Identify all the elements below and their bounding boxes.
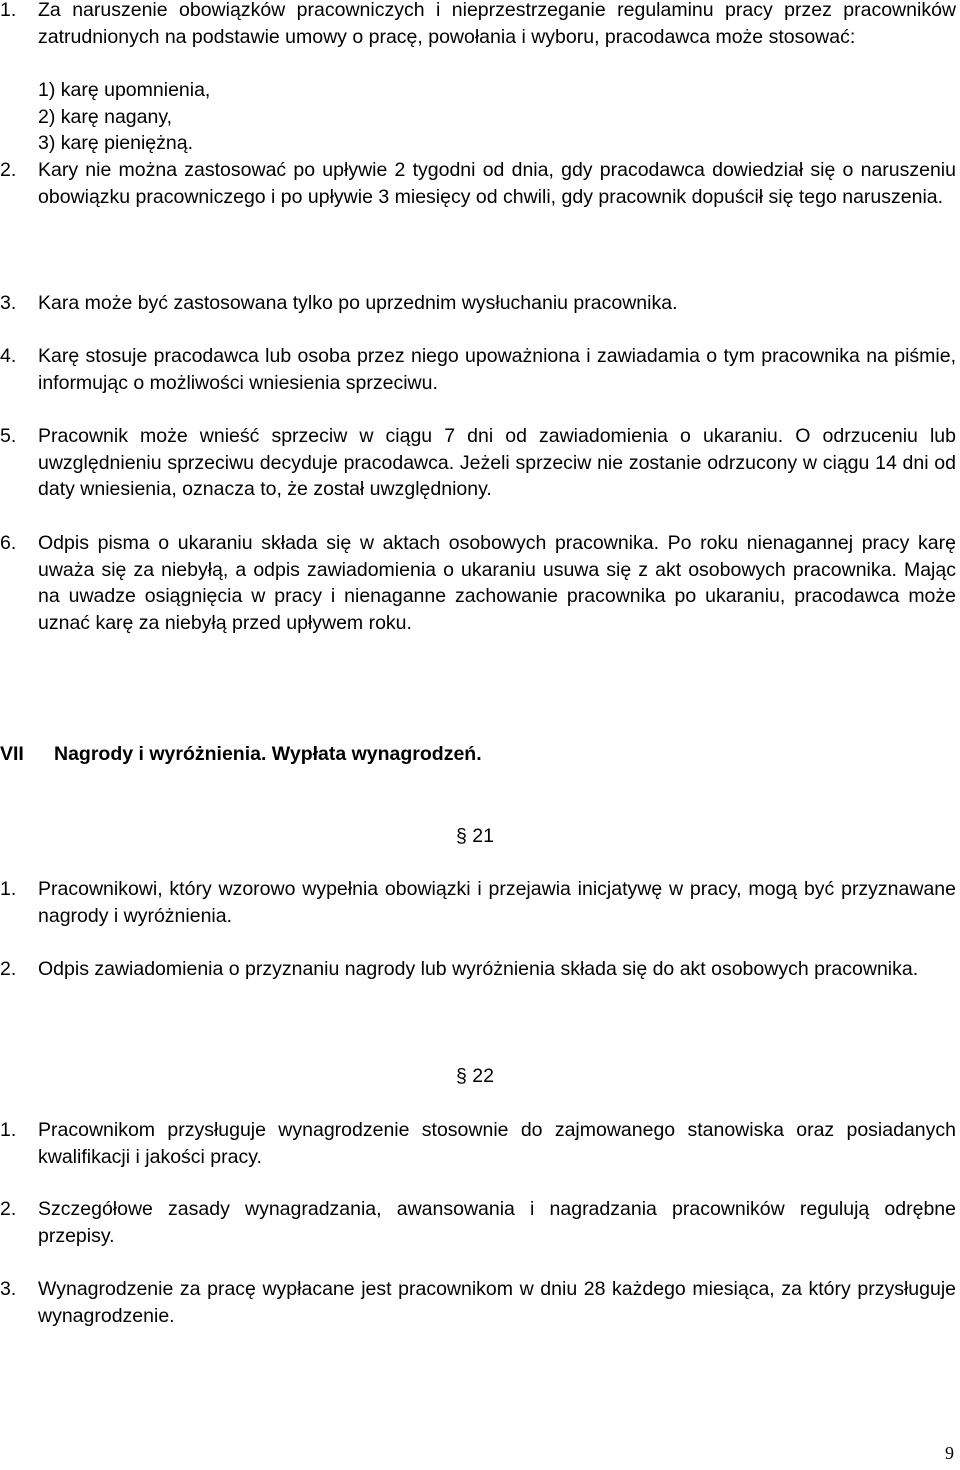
paragraph-heading: § 21 (456, 825, 494, 847)
item-text: Szczegółowe zasady wynagradzania, awansowania i nagradzania pracowników regulują odrębne przepisy. (38, 1198, 956, 1247)
item-number: 2. (0, 958, 17, 980)
item-text: Kara może być zastosowana tylko po uprzednim wysłuchaniu pracownika. (38, 292, 678, 314)
item-text: Za naruszenie obowiązków pracowniczych i nieprzestrzeganie regulaminu pracy przez pracowników zatrudnionych na podstawie umowy o pracę, powołania i wyboru, pracodawca może stosować: (38, 0, 956, 48)
item-number: 4. (0, 345, 17, 367)
item-number: 1. (0, 1119, 17, 1141)
chapter-number: VII (0, 743, 24, 765)
item-number: 3. (0, 292, 17, 314)
list-item (0, 530, 956, 637)
list-item (0, 157, 956, 210)
paragraph-heading: § 22 (456, 1065, 494, 1087)
list-item (0, 423, 956, 503)
list-item (0, 876, 956, 929)
sub-item: 1) karę upomnienia, (38, 79, 211, 101)
item-text: Odpis pisma o ukaraniu składa się w aktach osobowych pracownika. Po roku nienagannej pracy karę uważa się za niebyłą, a odpis zawiadomienia o ukaraniu usuwa się z akt osobowych pracownika. Mając na uwadze osiągnięcia w pracy i nienaganne zachowanie pracownika po ukaraniu, pracodawca może uznać karę za niebyłą przed upływem roku. (38, 532, 956, 635)
list-item (0, 1276, 956, 1329)
item-text: Pracownikowi, który wzorowo wypełnia obowiązki i przejawia inicjatywę w pracy, mogą być przyznawane nagrody i wyróżnienia. (38, 878, 956, 927)
item-number: 2. (0, 159, 17, 181)
item-text: Pracownik może wnieść sprzeciw w ciągu 7 dni od zawiadomienia o ukaraniu. O odrzuceniu lub uwzględnieniu sprzeciwu decyduje pracodawca. Jeżeli sprzeciw nie zostanie odrzucony w ciągu 14 dni od daty wniesienia, oznacza to, że został uwzględniony. (38, 425, 956, 501)
sub-item: 2) karę nagany, (38, 106, 173, 128)
item-number: 5. (0, 425, 17, 447)
item-text: Odpis zawiadomienia o przyznaniu nagrody lub wyróżnienia składa się do akt osobowych pracownika. (38, 958, 919, 980)
list-item (0, 0, 956, 50)
item-text: Kary nie można zastosować po upływie 2 tygodni od dnia, gdy pracodawca dowiedział się o naruszeniu obowiązku pracowniczego i po upływie 3 miesięcy od chwili, gdy pracownik dopuścił się tego naruszenia. (38, 159, 956, 208)
list-item (0, 1117, 956, 1170)
sub-item: 3) karę pieniężną. (38, 132, 194, 154)
item-number: 2. (0, 1198, 17, 1220)
item-number: 6. (0, 532, 17, 554)
item-number: 1. (0, 0, 17, 21)
item-text: Wynagrodzenie za pracę wypłacane jest pracownikom w dniu 28 każdego miesiąca, za który przysługuje wynagrodzenie. (38, 1278, 956, 1327)
item-number: 1. (0, 878, 17, 900)
page-number: 9 (945, 1443, 954, 1463)
item-text: Karę stosuje pracodawca lub osoba przez niego upoważniona i zawiadamia o tym pracownika na piśmie, informując o możliwości wniesienia sprzeciwu. (38, 345, 956, 394)
list-item (0, 290, 956, 317)
list-item (0, 343, 956, 396)
chapter-title: Nagrody i wyróżnienia. Wypłata wynagrodzeń. (54, 743, 482, 765)
item-text: Pracownikom przysługuje wynagrodzenie stosownie do zajmowanego stanowiska oraz posiadanych kwalifikacji i jakości pracy. (38, 1119, 956, 1168)
item-number: 3. (0, 1278, 17, 1300)
list-item (0, 1196, 956, 1249)
list-item (0, 956, 956, 983)
